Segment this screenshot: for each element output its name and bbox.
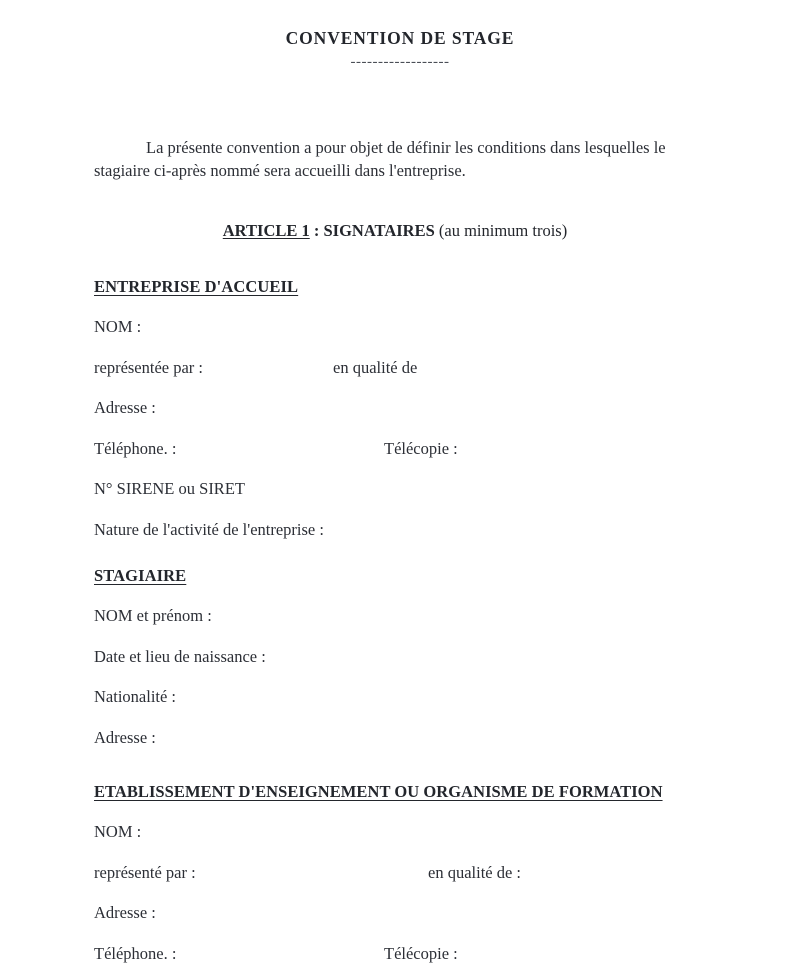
- field-row: [94, 905, 706, 923]
- field-row: [94, 519, 706, 540]
- section-heading-entreprise: ENTREPRISE D'ACCUEIL: [94, 276, 299, 296]
- field-row: [94, 319, 706, 337]
- field-label-etablissement-represente-par: représenté par :: [94, 862, 196, 882]
- field-label-stagiaire-nom-prenom: NOM et prénom :: [94, 606, 212, 626]
- field-row: [94, 862, 706, 883]
- field-label-stagiaire-date-lieu-naissance: Date et lieu de naissance :: [94, 646, 266, 666]
- article-heading: [94, 221, 706, 241]
- field-label-stagiaire-adresse: Adresse :: [94, 727, 156, 747]
- field-row: [94, 400, 706, 418]
- field-label-entreprise-en-qualite-de: en qualité de: [333, 357, 418, 377]
- title-block: [0, 0, 800, 70]
- field-row: [94, 438, 706, 459]
- document-body: [0, 136, 800, 964]
- field-label-entreprise-telecopie: Télécopie :: [384, 438, 458, 458]
- section-heading-etablissement: ETABLISSEMENT D'ENSEIGNEMENT OU ORGANISME DE FORMATION: [94, 781, 663, 801]
- field-row: [94, 608, 706, 626]
- field-label-entreprise-nom: NOM :: [94, 317, 142, 337]
- article-title: SIGNATAIRES: [323, 220, 435, 240]
- field-row: [94, 646, 706, 667]
- field-row: [94, 357, 706, 378]
- field-row: [94, 943, 706, 964]
- article-number: ARTICLE 1: [222, 220, 310, 240]
- field-row: [94, 481, 706, 499]
- field-row: [94, 824, 706, 842]
- field-row: [94, 689, 706, 707]
- field-label-entreprise-represente-par: représentée par :: [94, 357, 204, 377]
- field-label-etablissement-nom: NOM :: [94, 822, 142, 842]
- page-title: CONVENTION DE STAGE: [285, 28, 515, 48]
- field-label-etablissement-telephone: Téléphone. :: [94, 943, 177, 963]
- article-note: (au minimum trois): [434, 220, 568, 240]
- intro-paragraph: La présente convention a pour objet de définir les conditions dans lesquelles le stagiaire ci-après nommé sera accueilli dans l'entreprise.: [94, 138, 666, 181]
- article-separator: :: [309, 220, 324, 240]
- field-row: [94, 727, 706, 748]
- field-label-etablissement-en-qualite-de: en qualité de :: [428, 862, 522, 882]
- title-divider: ------------------: [350, 54, 450, 70]
- field-label-etablissement-telecopie: Télécopie :: [384, 943, 458, 963]
- field-label-entreprise-adresse: Adresse :: [94, 398, 156, 418]
- field-label-entreprise-siren: N° SIRENE ou SIRET: [94, 479, 245, 499]
- field-label-entreprise-telephone: Téléphone. :: [94, 438, 177, 458]
- field-label-etablissement-adresse: Adresse :: [94, 903, 156, 923]
- field-label-entreprise-nature-activite: Nature de l'activité de l'entreprise :: [94, 519, 324, 539]
- field-label-stagiaire-nationalite: Nationalité :: [94, 687, 177, 707]
- section-heading-stagiaire: STAGIAIRE: [94, 565, 187, 585]
